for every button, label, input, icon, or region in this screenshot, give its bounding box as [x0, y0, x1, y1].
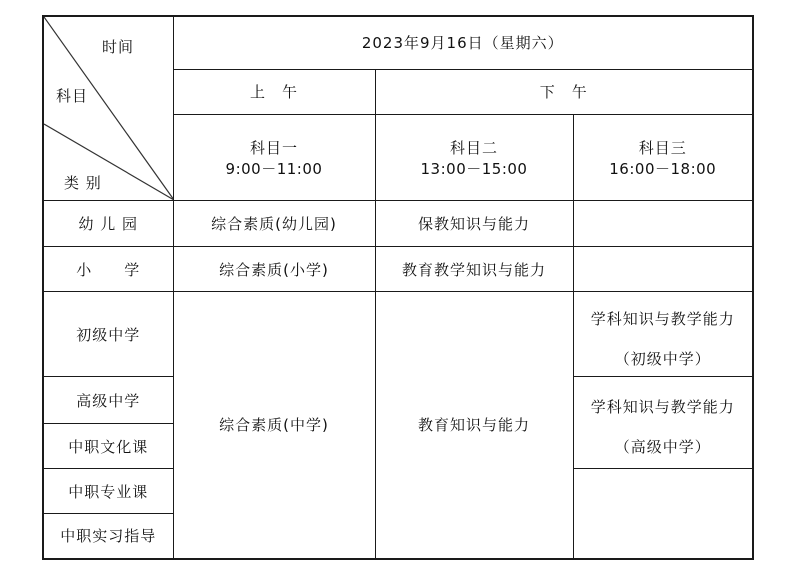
afternoon-header-cell: 下 午 — [375, 69, 753, 114]
subject1-header — [174, 126, 375, 188]
row-primary — [43, 247, 753, 292]
category-junior-middle: 初级中学 — [43, 292, 173, 377]
junior-subject3-stack — [574, 300, 753, 369]
senior-subject3-line2: （高级中学） — [614, 438, 711, 456]
subject3-time: 16:00－18:00 — [609, 160, 717, 179]
primary-subject2-cell: 教育教学知识与能力 — [375, 247, 573, 292]
category-vocational-culture: 中职文化课 — [43, 424, 173, 469]
senior-subject3-cell — [573, 377, 753, 469]
row-date — [43, 16, 753, 69]
corner-header-cell — [43, 16, 173, 201]
category-kindergarten: 幼 儿 园 — [43, 201, 173, 247]
primary-subject3-cell — [573, 247, 753, 292]
corner-subject-label: 科目 — [56, 87, 89, 105]
corner-category-label: 类 别 — [64, 174, 102, 192]
corner-inner — [44, 17, 173, 200]
kindergarten-subject1-cell: 综合素质(幼儿园) — [173, 201, 375, 247]
vocational-subject3-cell — [573, 469, 753, 559]
junior-subject3-cell — [573, 292, 753, 377]
kindergarten-subject2-cell: 保教知识与能力 — [375, 201, 573, 247]
junior-subject3-line2: （初级中学） — [614, 349, 711, 368]
senior-subject3-line1: 学科知识与教学能力 — [590, 398, 735, 416]
primary-subject1-cell: 综合素质(小学) — [173, 247, 375, 292]
secondary-subject2-cell: 教育知识与能力 — [375, 292, 573, 559]
junior-subject3-line1: 学科知识与教学能力 — [590, 309, 735, 328]
subject2-header — [376, 126, 573, 188]
category-vocational-specialty: 中职专业课 — [43, 469, 173, 514]
secondary-subject1-cell: 综合素质(中学) — [173, 292, 375, 559]
row-junior-middle — [43, 292, 753, 377]
date-header-cell: 2023年9月16日（星期六） — [173, 16, 753, 69]
subject1-name: 科目一 — [249, 139, 298, 158]
kindergarten-subject3-cell — [573, 201, 753, 247]
subject1-time: 9:00－11:00 — [225, 160, 323, 179]
subject3-header — [574, 126, 753, 188]
category-senior-middle: 高级中学 — [43, 377, 173, 424]
senior-subject3-stack — [574, 388, 753, 457]
subject1-header-cell — [173, 114, 375, 201]
category-vocational-internship: 中职实习指导 — [43, 514, 173, 559]
subject3-header-cell — [573, 114, 753, 201]
category-primary: 小 学 — [43, 247, 173, 292]
row-kindergarten — [43, 201, 753, 247]
subject2-name: 科目二 — [449, 139, 498, 158]
subject2-header-cell — [375, 114, 573, 201]
corner-time-label: 时间 — [102, 38, 135, 56]
morning-header-cell: 上 午 — [173, 69, 375, 114]
subject2-time: 13:00－15:00 — [420, 160, 528, 179]
exam-schedule-table — [42, 15, 754, 560]
subject3-name: 科目三 — [638, 139, 687, 158]
